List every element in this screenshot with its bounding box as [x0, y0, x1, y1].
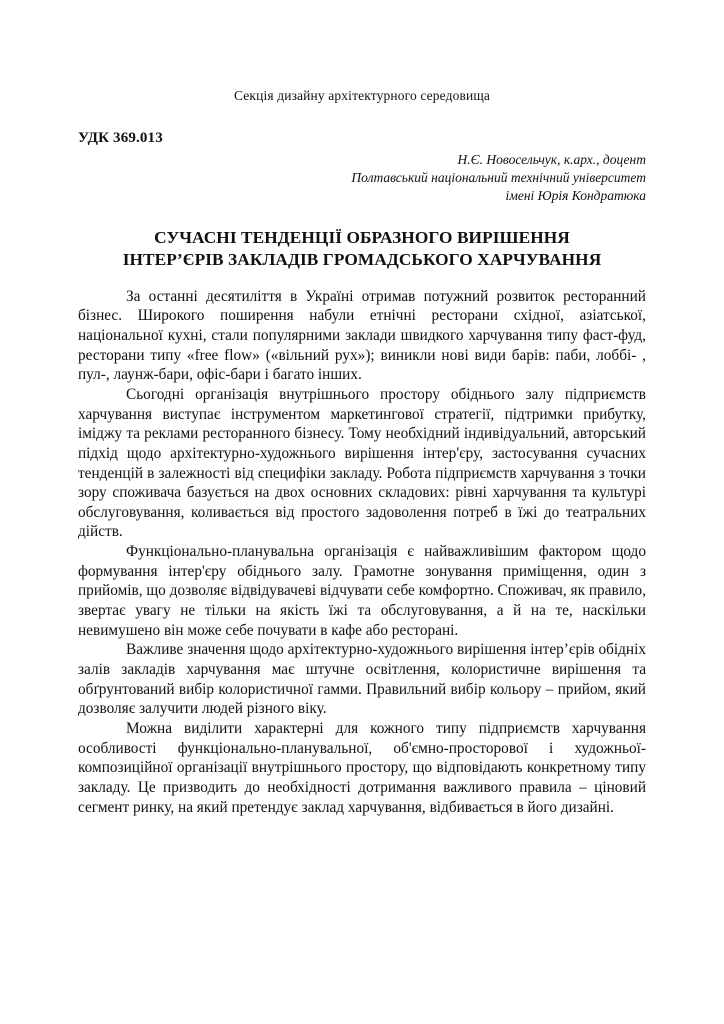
page-title: [78, 227, 646, 272]
article-title-line-1: СУЧАСНІ ТЕНДЕНЦІЇ ОБРАЗНОГО ВИРІШЕННЯ: [154, 227, 570, 247]
body-paragraph: Функціонально-планувальна організація є найважливішим фактором щодо формування інтер'єру обіднього залу. Грамотне зонування приміщення, один з прийомів, що дозволяє відвідувачеві відчувати себе комфортно. Споживач, як правило, звертає увагу не тільки на якість їжі та обслуговування, а й на те, наскільки невимушено він може себе почувати в кафе або ресторані.: [78, 543, 646, 639]
body-paragraph: Можна виділити характерні для кожного типу підприємств харчування особливості функціонально-планувальної, об'ємно-просторової і художньої-композиційної організації внутрішнього простору, що відповідають конкретному типу закладу. Це призводить до необхідності дотримання важливого правила – ціновий сегмент ринку, на який претендує заклад харчування, відбивається в його дизайні.: [78, 720, 646, 816]
author-affiliation-line-1: Полтавський національний технічний університет: [351, 170, 646, 185]
author-affiliation-line-2: імені Юрія Кондратюка: [505, 187, 646, 203]
author-name: Н.Є. Новосельчук, к.арх., доцент: [457, 152, 646, 168]
body-paragraph: Важливе значення щодо архітектурно-художнього вирішення інтер’єрів обідніх залів закладів харчування має штучне освітлення, колористичне вирішення та обґрунтований вибір колористичної гамми. Правильний вибір кольору – прийом, який дозволяє залучити людей різного віку.: [78, 641, 646, 718]
udc-code: УДК 369.013: [78, 130, 163, 147]
article-title-line-2: ІНТЕР’ЄРІВ ЗАКЛАДІВ ГРОМАДСЬКОГО ХАРЧУВАННЯ: [122, 250, 602, 270]
body-paragraph: За останні десятиліття в Україні отримав потужний розвиток ресторанний бізнес. Широкого поширення набули етнічні ресторани східної, азіатської, національної кухні, стали популярними заклади швидкого харчування типу фаст-фуд, ресторани типу «free flow» («вільний рух»); виникли нові види барів: паби, лоббі- , пул-, лаунж-бари, офіс-бари і багато інших.: [78, 287, 646, 384]
body-paragraph: Сьогодні організація внутрішнього простору обіднього залу підприємств харчування виступає інструментом маркетингової стратегії, підтримки прибутку, іміджу та реклами ресторанного бізнесу. Тому необхідний індивідуальний, авторський підхід щодо архітектурно-художнього вирішення інтер'єру, застосування сучасних тенденцій в залежності від специфіки закладу. Робота підприємств харчування з точки зору споживача базується на двох основних складових: рівні харчування та культурі обслуговування, коливається від простого задоволення потреб в їжі до театральних дійств.: [78, 385, 646, 541]
article-body: [78, 287, 646, 818]
author-block: [78, 151, 646, 204]
running-head: Секція дизайну архітектурного середовища: [233, 88, 491, 103]
